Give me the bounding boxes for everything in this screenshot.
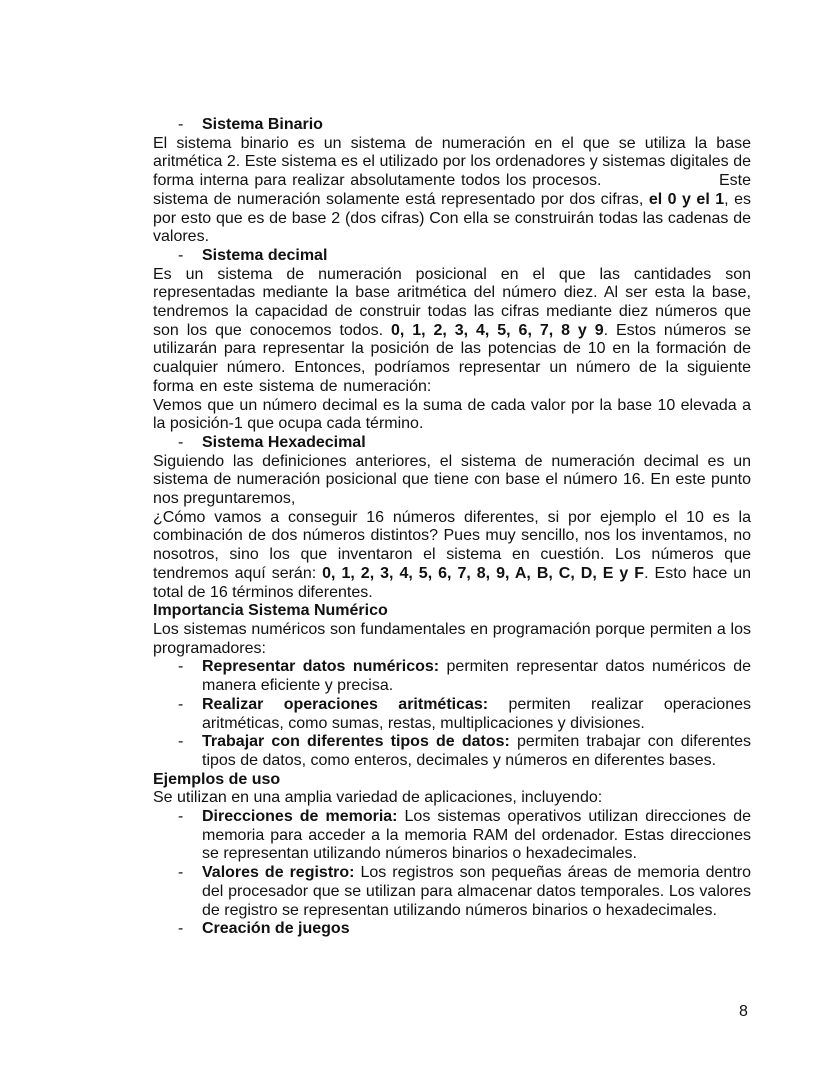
heading-hexadecimal: Sistema Hexadecimal bbox=[202, 433, 366, 451]
section-heading-hexadecimal bbox=[153, 434, 751, 453]
paragraph-decimal: Es un sistema de numeración posicional en el que las cantidades son representadas mediante la base aritmética del número diez. Al ser esta la base, tendremos la capacidad de construir todas las cifras mediante diez números que son los que conocemos todos. 0, 1, 2, 3, 4, 5, 6, 7, 8 y 9. Estos números se utilizarán para representar la posición de las potencias de 10 en la formación de cualquier número. Entonces, podríamos representar un número de la siguiente forma en este sistema de numeración: Vemos que un número decimal es la suma de cada valor por la base 10 elevada a la posición-1 que ocupa cada término. bbox=[153, 265, 751, 433]
heading-ejemplos: Ejemplos de uso bbox=[153, 770, 281, 788]
bullet-dash: - bbox=[178, 695, 184, 713]
section-heading-decimal bbox=[153, 247, 751, 266]
list-item: - Representar datos numéricos: permiten representar datos numéricos de manera eficiente y precisa. bbox=[178, 658, 751, 695]
bullet-dash: - bbox=[178, 808, 184, 826]
list-item: - Realizar operaciones aritméticas: permiten realizar operaciones aritméticas, como sumas, restas, multiplicaciones y divisiones. bbox=[178, 695, 752, 732]
heading-importancia: Importancia Sistema Numérico bbox=[153, 602, 388, 620]
heading-binario: Sistema Binario bbox=[202, 116, 323, 133]
page-number: 8 bbox=[739, 1003, 748, 1020]
bullet-dash: - bbox=[178, 733, 184, 751]
bullet-dash: - bbox=[178, 920, 184, 938]
section-heading-binario bbox=[153, 116, 751, 135]
bullet-dash: - bbox=[178, 433, 184, 451]
page-content bbox=[153, 116, 751, 939]
bullet-dash: - bbox=[178, 116, 184, 133]
list-item: - Valores de registro: Los registros son pequeñas áreas de memoria dentro del procesador que se utilizan para almacenar datos temporales. Los valores de registro se representan utilizando números binarios o hexadecimales. bbox=[178, 864, 751, 919]
bullet-dash: - bbox=[178, 658, 184, 676]
paragraph-binario: El sistema binario es un sistema de numeración en el que se utiliza la base aritmética 2. Este sistema es el utilizado por los ordenadores y sistemas digitales de forma interna para realizar absolutamente todos los procesos. Este sistema de numeración solamente está representado por dos cifras, el 0 y el 1, es por esto que es de base 2 (dos cifras) Con ella se construirán todas las cadenas de valores. bbox=[153, 134, 751, 246]
heading-decimal: Sistema decimal bbox=[202, 246, 328, 264]
list-item: - Direcciones de memoria: Los sistemas operativos utilizan direcciones de memoria para acceder a la memoria RAM del ordenador. Estas direcciones se representan utilizando números binarios o hexadecimales. bbox=[178, 808, 751, 863]
bullet-dash: - bbox=[178, 246, 184, 264]
paragraph-importancia: Los sistemas numéricos son fundamentales en programación porque permiten a los programadores: bbox=[153, 620, 751, 657]
paragraph-ejemplos: Se utilizan en una amplia variedad de aplicaciones, incluyendo: bbox=[153, 789, 603, 807]
paragraph-hexadecimal-1: Siguiendo las definiciones anteriores, el sistema de numeración decimal es un sistema de numeración posicional que tiene con base el número 16. En este punto nos preguntaremos, bbox=[153, 452, 751, 508]
paragraph-hexadecimal-2: ¿Cómo vamos a conseguir 16 números diferentes, si por ejemplo el 10 es la combinación de dos números distintos? Pues muy sencillo, nos los inventamos, no nosotros, sino los que inventaron el sistema en cuestión. Los números que tendremos aquí serán: 0, 1, 2, 3, 4, 5, 6, 7, 8, 9, A, B, C, D, E y F. Esto hace un total de 16 términos diferentes. bbox=[153, 508, 751, 601]
bullet-dash: - bbox=[178, 864, 184, 882]
list-item: - Trabajar con diferentes tipos de datos: permiten trabajar con diferentes tipos de datos, como enteros, decimales y números en diferentes bases. bbox=[178, 733, 751, 769]
list-item: - Creación de juegos bbox=[178, 920, 350, 938]
